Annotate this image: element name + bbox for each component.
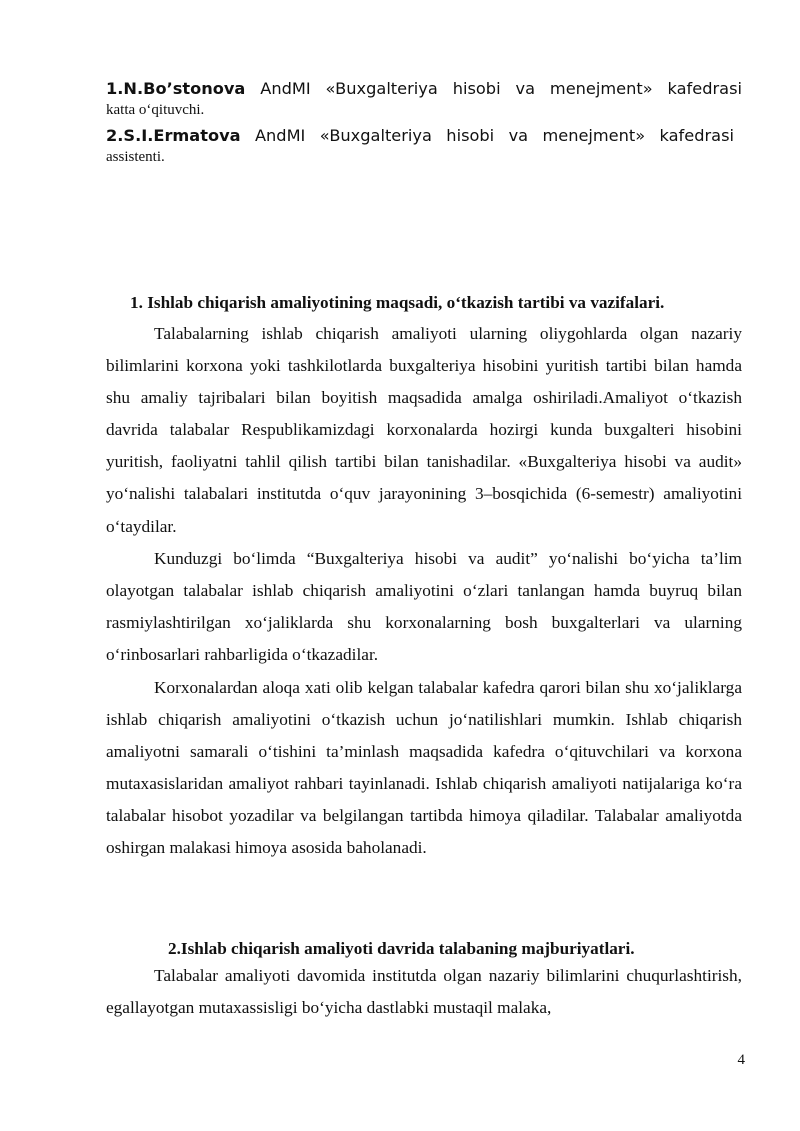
author-line — [106, 78, 742, 100]
paragraph: Talabalarning ishlab chiqarish amaliyoti ularning oliygohlarda olgan nazariy bilimlarini korxona yoki tashkilotlarda buxgalteriya hisobini yuritish tartibi bilan hamda shu amaliy tajribalari bilan boyitish maqsadida amalga oshiriladi.Amaliyot o‘tkazish davrida talabalar Respublikamizdagi korxonalarda hozirgi kunda buxgalteri hisobini yuritish, faoliyatni tahlil qilish tartibi bilan tanishadilar. «Buxgalteriya hisobi va audit» yo‘nalishi talabalari institutda o‘quv jarayonining 3–bosqichida (6-semestr) amaliyotini o‘taydilar. — [106, 324, 742, 536]
section-heading-2: 2.Ishlab chiqarish amaliyoti davrida talabaning majburiyatlari. — [168, 939, 635, 958]
author-block-2 — [106, 125, 742, 167]
author-affiliation: AndMI «Buxgalteriya hisobi va menejment» kafedrasi — [240, 126, 734, 145]
author-affiliation: AndMI «Buxgalteriya hisobi va menejment» kafedrasi — [245, 79, 742, 98]
author-role: assistenti. — [106, 149, 165, 165]
author-block-1 — [106, 78, 742, 120]
paragraph: Talabalar amaliyoti davomida institutda olgan nazariy bilimlarini chuqurlashtirish, egallayotgan mutaxassisligi bo‘yicha dastlabki mustaqil malaka, — [106, 966, 742, 1018]
paragraph: Kunduzgi bo‘limda “Buxgalteriya hisobi va audit” yo‘nalishi bo‘yicha ta’lim olayotgan talabalar ishlab chiqarish amaliyotini o‘zlari tanlangan hamda buyruq bilan rasmiylashtirilgan xo‘jaliklarda shu korxonalarning bosh buxgalterlari va ularning o‘rinbosarlari rahbarligida o‘tkazadilar. — [106, 549, 742, 665]
author-line — [106, 125, 734, 147]
paragraph: Korxonalardan aloqa xati olib kelgan talabalar kafedra qarori bilan shu xo‘jaliklarga ishlab chiqarish amaliyotini o‘tkazish uchun jo‘natilishlari mumkin. Ishlab chiqarish amaliyotni samarali o‘tishini ta’minlash maqsadida kafedra o‘qituvchilari va korxona mutaxasislaridan amaliyot rahbari tayinlanadi. Ishlab chiqarish amaliyoti natijalariga ko‘ra talabalar hisobot yozadilar va belgilangan tartibda himoya qiladilar. Talabalar amaliyotda oshirgan malakasi himoya asosida baholanadi. — [106, 678, 742, 858]
author-name: 1.N.Bo’stonova — [106, 79, 246, 98]
author-name: 2.S.I.Ermatova — [106, 126, 241, 145]
section-heading-1: 1. Ishlab chiqarish amaliyotining maqsadi, o‘tkazish tartibi va vazifalari. — [130, 293, 665, 312]
author-role: katta o‘qituvchi. — [106, 102, 205, 118]
page-number: 4 — [737, 1052, 745, 1068]
